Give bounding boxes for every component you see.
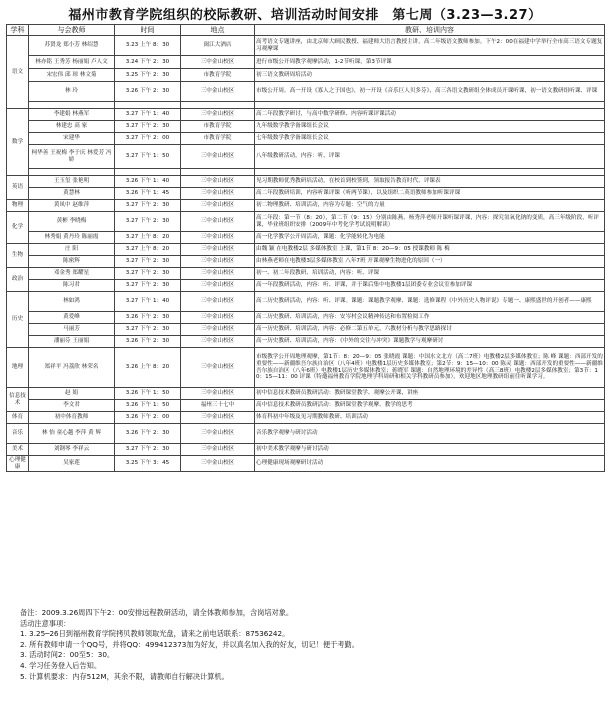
teachers-cell: 黄彬 李晓梅 xyxy=(29,212,115,232)
time-cell: 3.25 下午 2：30 xyxy=(115,69,181,82)
subject-cell: 化学 xyxy=(7,212,29,244)
table-row xyxy=(7,82,605,102)
teachers-cell: 潘丽芬 王丽娟 xyxy=(29,336,115,348)
teachers-cell: 柯华善 王祝梅 李于庆 林爱芳 冯 娇 xyxy=(29,145,115,169)
place-cell: 三中金山校区 xyxy=(181,268,255,280)
place-cell: 三中金山校区 xyxy=(181,388,255,400)
place-cell: 三中金山校区 xyxy=(181,456,255,472)
time-cell: 3.26 下午 2：30 xyxy=(115,82,181,102)
content-cell: 九年级数学教学备课组长会议 xyxy=(255,121,605,133)
table-row xyxy=(7,176,605,188)
table-row xyxy=(7,256,605,268)
place-cell: 三中金山校区 xyxy=(181,176,255,188)
table-row xyxy=(7,268,605,280)
note-item: 5. 计算机要求：内存512M，其余不限，请教师自行解决计算机。 xyxy=(20,671,229,681)
content-cell xyxy=(255,169,605,176)
place-cell: 三中金山校区 xyxy=(181,444,255,456)
table-row xyxy=(7,109,605,121)
time-cell: 3.26 下午 1：40 xyxy=(115,176,181,188)
place-cell: 三中金山校区 xyxy=(181,336,255,348)
time-cell: 3.27 下午 2：30 xyxy=(115,200,181,212)
teachers-cell: 李建娟 林燕军 xyxy=(29,109,115,121)
place-cell: 三中金山校区 xyxy=(181,256,255,268)
subject-cell: 音乐 xyxy=(7,424,29,444)
subject-cell: 心理健康 xyxy=(7,456,29,472)
content-cell: 市级教学公开周地理观摩，第1节：8：20—9：05 张晓霞 课题：中国水文北方（高二7班）电教楼2层多媒体教室；陈 峰 课题：西部开发的重要性——新疆维吾尔族自治区（八年4班）电教楼1层历史多媒体教室；第2节：9：15—10：00 陈灵 课题：西部开发的重要性——新疆维吾尔族自治区（八年6班）电教楼1层历史多媒体教室；蒋晓军 课题：自然地理环境的差异性（高三8班）电教楼2层多媒体教室；第3节：10：15—11：00 评课（特邀福州教育学院地理学科周研和相关学科教研员参加），欢迎地区地理教研组前往听课学习。 xyxy=(255,348,605,388)
place-cell: 三中金山校区 xyxy=(181,200,255,212)
table-row xyxy=(7,280,605,292)
time-cell: 3.24 下午 2：30 xyxy=(115,56,181,69)
teachers-cell: 赵 娟 xyxy=(29,388,115,400)
table-row xyxy=(7,456,605,472)
content-cell: 初中信息技术教研员教研活动：教研课堂教学、观摩公开课，讲座 xyxy=(255,388,605,400)
table-row xyxy=(7,444,605,456)
teachers-cell: 李文君 xyxy=(29,400,115,412)
time-cell: 3.27 下午 2：30 xyxy=(115,280,181,292)
time-cell: 3.27 上午 8：20 xyxy=(115,232,181,244)
time-cell: 3.23 上午 8：30 xyxy=(115,36,181,56)
table-row xyxy=(7,56,605,69)
subject-cell: 地理 xyxy=(7,348,29,388)
table-row xyxy=(7,244,605,256)
time-cell: 3.27 下午 1：40 xyxy=(115,292,181,312)
time-cell: 3.26 下午 2：00 xyxy=(115,412,181,424)
teachers-cell: 林建忠 高 家 xyxy=(29,121,115,133)
schedule-table xyxy=(6,24,605,472)
table-row xyxy=(7,212,605,232)
content-cell: 七年级数学教学备课组长会议 xyxy=(255,133,605,145)
table-row xyxy=(7,400,605,412)
time-cell: 3.26 下午 2：30 xyxy=(115,424,181,444)
subject-cell: 生物 xyxy=(7,244,29,268)
teachers-cell: 王玉玺 张艳明 xyxy=(29,176,115,188)
teachers-cell: 黄慧林 xyxy=(29,188,115,200)
place-cell: 三中金山校区 xyxy=(181,212,255,232)
content-cell: 音乐教学观摩与研讨活动 xyxy=(255,424,605,444)
subject-cell: 历史 xyxy=(7,292,29,348)
content-cell: 高中信息技术教研员教研活动：教研课堂教学观摩、教学的思考 xyxy=(255,400,605,412)
place-cell: 三中金山校区 xyxy=(181,56,255,69)
teachers-cell: 林如鸿 xyxy=(29,292,115,312)
table-row xyxy=(7,169,605,176)
content-cell: 高二年段教研培训，内容听课评课（听两节课），以及组织二英语教师参加听课评课 xyxy=(255,188,605,200)
time-cell: 3.27 下午 2：00 xyxy=(115,133,181,145)
header-teachers: 与会教师 xyxy=(29,25,115,36)
place-cell: 三中金山校区 xyxy=(181,292,255,312)
time-cell: 3.26 下午 2：30 xyxy=(115,312,181,324)
table-row xyxy=(7,102,605,109)
teachers-cell: 陈习君 xyxy=(29,280,115,292)
table-row xyxy=(7,145,605,169)
teachers-cell: 黄爱峰 xyxy=(29,312,115,324)
table-header-row xyxy=(7,25,605,36)
header-subject: 学科 xyxy=(7,25,29,36)
header-content: 教研、培训内容 xyxy=(255,25,605,36)
teachers-cell: 宋建华 xyxy=(29,133,115,145)
place-cell: 三中金山校区 xyxy=(181,82,255,102)
content-cell: 市级公开周。高一开设《寡人之于国也》，初一开设《音乐巨人贝多芬》，高三各语文教研组全体成员开课听课，初一语文教研组听课、评课 xyxy=(255,82,605,102)
place-cell xyxy=(181,169,255,176)
time-cell: 3.26 上午 8：20 xyxy=(115,348,181,388)
teachers-cell: 吴家莲 xyxy=(29,456,115,472)
table-row xyxy=(7,232,605,244)
place-cell: 三中金山校区 xyxy=(181,145,255,169)
table-row xyxy=(7,348,605,388)
place-cell: 市教育学院 xyxy=(181,69,255,82)
content-cell: 由林燕老师在电教楼3层多媒体教室 八年7班 开课观摩生物进化的原因（一） xyxy=(255,256,605,268)
table-row xyxy=(7,36,605,56)
subject-cell: 体育 xyxy=(7,412,29,424)
content-cell xyxy=(255,102,605,109)
time-cell: 3.26 下午 2：30 xyxy=(115,336,181,348)
teachers-cell: 庄 阳 xyxy=(29,244,115,256)
table-row xyxy=(7,69,605,82)
content-cell: 初一、初二年段教研、培训活动，内容：听、评课 xyxy=(255,268,605,280)
content-cell: 高二历史教研活动，内容：听、评课。课题：课题教学观摩、课题：选修课程《中外历史人物评说》专题一、康熙盛世的开创者——康熙 xyxy=(255,292,605,312)
table-row xyxy=(7,312,605,324)
teachers-cell: 苏贤龙 郑小芳 林绍慧 xyxy=(29,36,115,56)
time-cell xyxy=(115,169,181,176)
teachers-cell: 林亦铭 王秀芳 杨丽娟 卢人文 xyxy=(29,56,115,69)
note-item: 2. 所有教师申请一个QQ号，并将QQ：499412373加为好友，并以真名加入我的好友，切记！便于考勤。 xyxy=(20,639,359,649)
time-cell xyxy=(115,102,181,109)
place-cell: 三中金山校区 xyxy=(181,280,255,292)
content-cell: 高考语文专题讲座，由北京师大顾民教授、福建师大语言教授主讲，高二年级语文教师参加。下午2：00在福建中学举行全市高三语文专题复习观摩课 xyxy=(255,36,605,56)
teachers-cell: 郑祥平 冯荔欣 林荣名 xyxy=(29,348,115,388)
content-cell: 高二年段：第一节（8：20），第二节（9：15）分别由陈燕、杨秀萍老师开课听课评课，内容：探究氢氧化钠的变质，高三年级阶段，听评课，毕业班组织安排（2009年中考化学考试说明解读） xyxy=(255,212,605,232)
table-row xyxy=(7,188,605,200)
place-cell: 三中金山校区 xyxy=(181,232,255,244)
content-cell: 初三语文教研周培活动 xyxy=(255,69,605,82)
subject-cell: 美术 xyxy=(7,444,29,456)
time-cell: 3.27 下午 2：30 xyxy=(115,212,181,232)
teachers-cell: 初中体育教师 xyxy=(29,412,115,424)
teachers-cell: 陈密辉 xyxy=(29,256,115,268)
content-cell: 高一历史教研、培训活动，内容：《中外的交往与冲突》课题教学与观摩研讨 xyxy=(255,336,605,348)
subject-cell: 英语 xyxy=(7,176,29,200)
table-row xyxy=(7,388,605,400)
header-time: 时间 xyxy=(115,25,181,36)
table-row xyxy=(7,133,605,145)
subject-cell: 物理 xyxy=(7,200,29,212)
time-cell: 3.26 下午 1：50 xyxy=(115,400,181,412)
schedule-body xyxy=(7,36,605,472)
place-cell: 市教育学院 xyxy=(181,133,255,145)
time-cell: 3.25 下午 3：45 xyxy=(115,456,181,472)
time-cell: 3.27 下午 2：30 xyxy=(115,121,181,133)
time-cell: 3.27 下午 2：30 xyxy=(115,444,181,456)
content-cell: 由魏 颖 在电教楼2层 多媒体教室 上课，第1节 8：20—9：05 授课教师 陈 梅 xyxy=(255,244,605,256)
page-title: 福州市教育学院组织的校际教研、培训活动时间安排 第七周（3.23—3.27） xyxy=(68,8,542,23)
place-cell: 市教育学院 xyxy=(181,121,255,133)
content-cell: 初二物理教研、培训活动，内容为专题：空气的力量 xyxy=(255,200,605,212)
content-cell: 八年级教研活动，内容：听、评课 xyxy=(255,145,605,169)
note-heading: 活动注意事项： xyxy=(20,618,71,628)
time-cell: 3.27 下午 2：30 xyxy=(115,324,181,336)
time-cell: 3.26 下午 1：50 xyxy=(115,388,181,400)
notes-section xyxy=(20,608,600,682)
place-cell xyxy=(181,102,255,109)
place-cell: 闽江大酒店 xyxy=(181,36,255,56)
table-row xyxy=(7,292,605,312)
table-row xyxy=(7,424,605,444)
place-cell: 三中金山校区 xyxy=(181,188,255,200)
header-place: 地点 xyxy=(181,25,255,36)
content-cell: 高一历史教研、培训活动，内容：必修二第五单元，六教材分析与教学思路探讨 xyxy=(255,324,605,336)
content-cell: 高二历史教研、培训活动，内容：安岑村会议精神传达和布置检阅工作 xyxy=(255,312,605,324)
content-cell: 体育科初中年级及见习期教师教研、培训活动 xyxy=(255,412,605,424)
note-remark: 备注：2009.3.26周四下午2：00安排远程教研活动，请全体教师参加，含岗培对象。 xyxy=(20,608,294,617)
table-row xyxy=(7,121,605,133)
content-cell: 高一年段教研活动，内容：听、评课，并于课后集中电教楼1层团委专业会议室参加评课 xyxy=(255,280,605,292)
place-cell: 三中金山校区 xyxy=(181,412,255,424)
subject-cell: 信息技术 xyxy=(7,388,29,412)
subject-cell: 数学 xyxy=(7,109,29,176)
teachers-cell: 马丽芳 xyxy=(29,324,115,336)
content-cell: 高一化学教学公开周活动，课题：化学能转化为电能 xyxy=(255,232,605,244)
place-cell: 三中金山校区 xyxy=(181,348,255,388)
teachers-cell xyxy=(29,169,115,176)
place-cell: 三中金山校区 xyxy=(181,244,255,256)
table-row xyxy=(7,336,605,348)
time-cell: 3.27 下午 1：50 xyxy=(115,145,181,169)
teachers-cell: 邓金秀 郑耀星 xyxy=(29,268,115,280)
subject-cell: 语文 xyxy=(7,36,29,109)
table-row xyxy=(7,324,605,336)
table-row xyxy=(7,200,605,212)
table-row xyxy=(7,412,605,424)
time-cell: 3.27 下午 1：40 xyxy=(115,109,181,121)
teachers-cell: 刘钢琴 李祥云 xyxy=(29,444,115,456)
place-cell: 福州三十七中 xyxy=(181,400,255,412)
teachers-cell: 黄凤中 赵维萍 xyxy=(29,200,115,212)
time-cell: 3.27 下午 2：30 xyxy=(115,268,181,280)
teachers-cell: 林 怡 童心越 李萍 黄 辉 xyxy=(29,424,115,444)
content-cell: 初中美术教学观摩与研讨活动 xyxy=(255,444,605,456)
place-cell: 三中金山校区 xyxy=(181,424,255,444)
teachers-cell: 林秀娟 黄丹玲 陈丽霞 xyxy=(29,232,115,244)
note-item: 3. 活动时间2：00至5：30。 xyxy=(20,650,115,660)
note-item: 1. 3.25─26日到福州教育学院拷贝教师领取光盘，请来之前电话联系：87536242。 xyxy=(20,629,290,639)
content-cell: 进行市级公开周教学观摩活动，1-2节听课，第3节评课 xyxy=(255,56,605,69)
note-item: 4. 学习任务登入后告知。 xyxy=(20,660,102,670)
place-cell: 三中金山校区 xyxy=(181,109,255,121)
subject-cell: 政治 xyxy=(7,268,29,292)
teachers-cell: 宋宏伟 邱 琼 林文菊 xyxy=(29,69,115,82)
teachers-cell: 林 玲 xyxy=(29,82,115,102)
content-cell: 见习期教师优秀教研培活动，在校首到校签到，领取报告教育时代、评课表 xyxy=(255,176,605,188)
place-cell: 三中金山校区 xyxy=(181,312,255,324)
content-cell: 心理健康现场观摩研讨活动 xyxy=(255,456,605,472)
time-cell: 3.26 下午 1：45 xyxy=(115,188,181,200)
place-cell: 三中金山校区 xyxy=(181,324,255,336)
content-cell: 高二年段教学研讨，与高中数学研修、内容听课评课活动 xyxy=(255,109,605,121)
time-cell: 3.27 上午 8：20 xyxy=(115,244,181,256)
teachers-cell xyxy=(29,102,115,109)
time-cell: 3.27 下午 2：30 xyxy=(115,256,181,268)
